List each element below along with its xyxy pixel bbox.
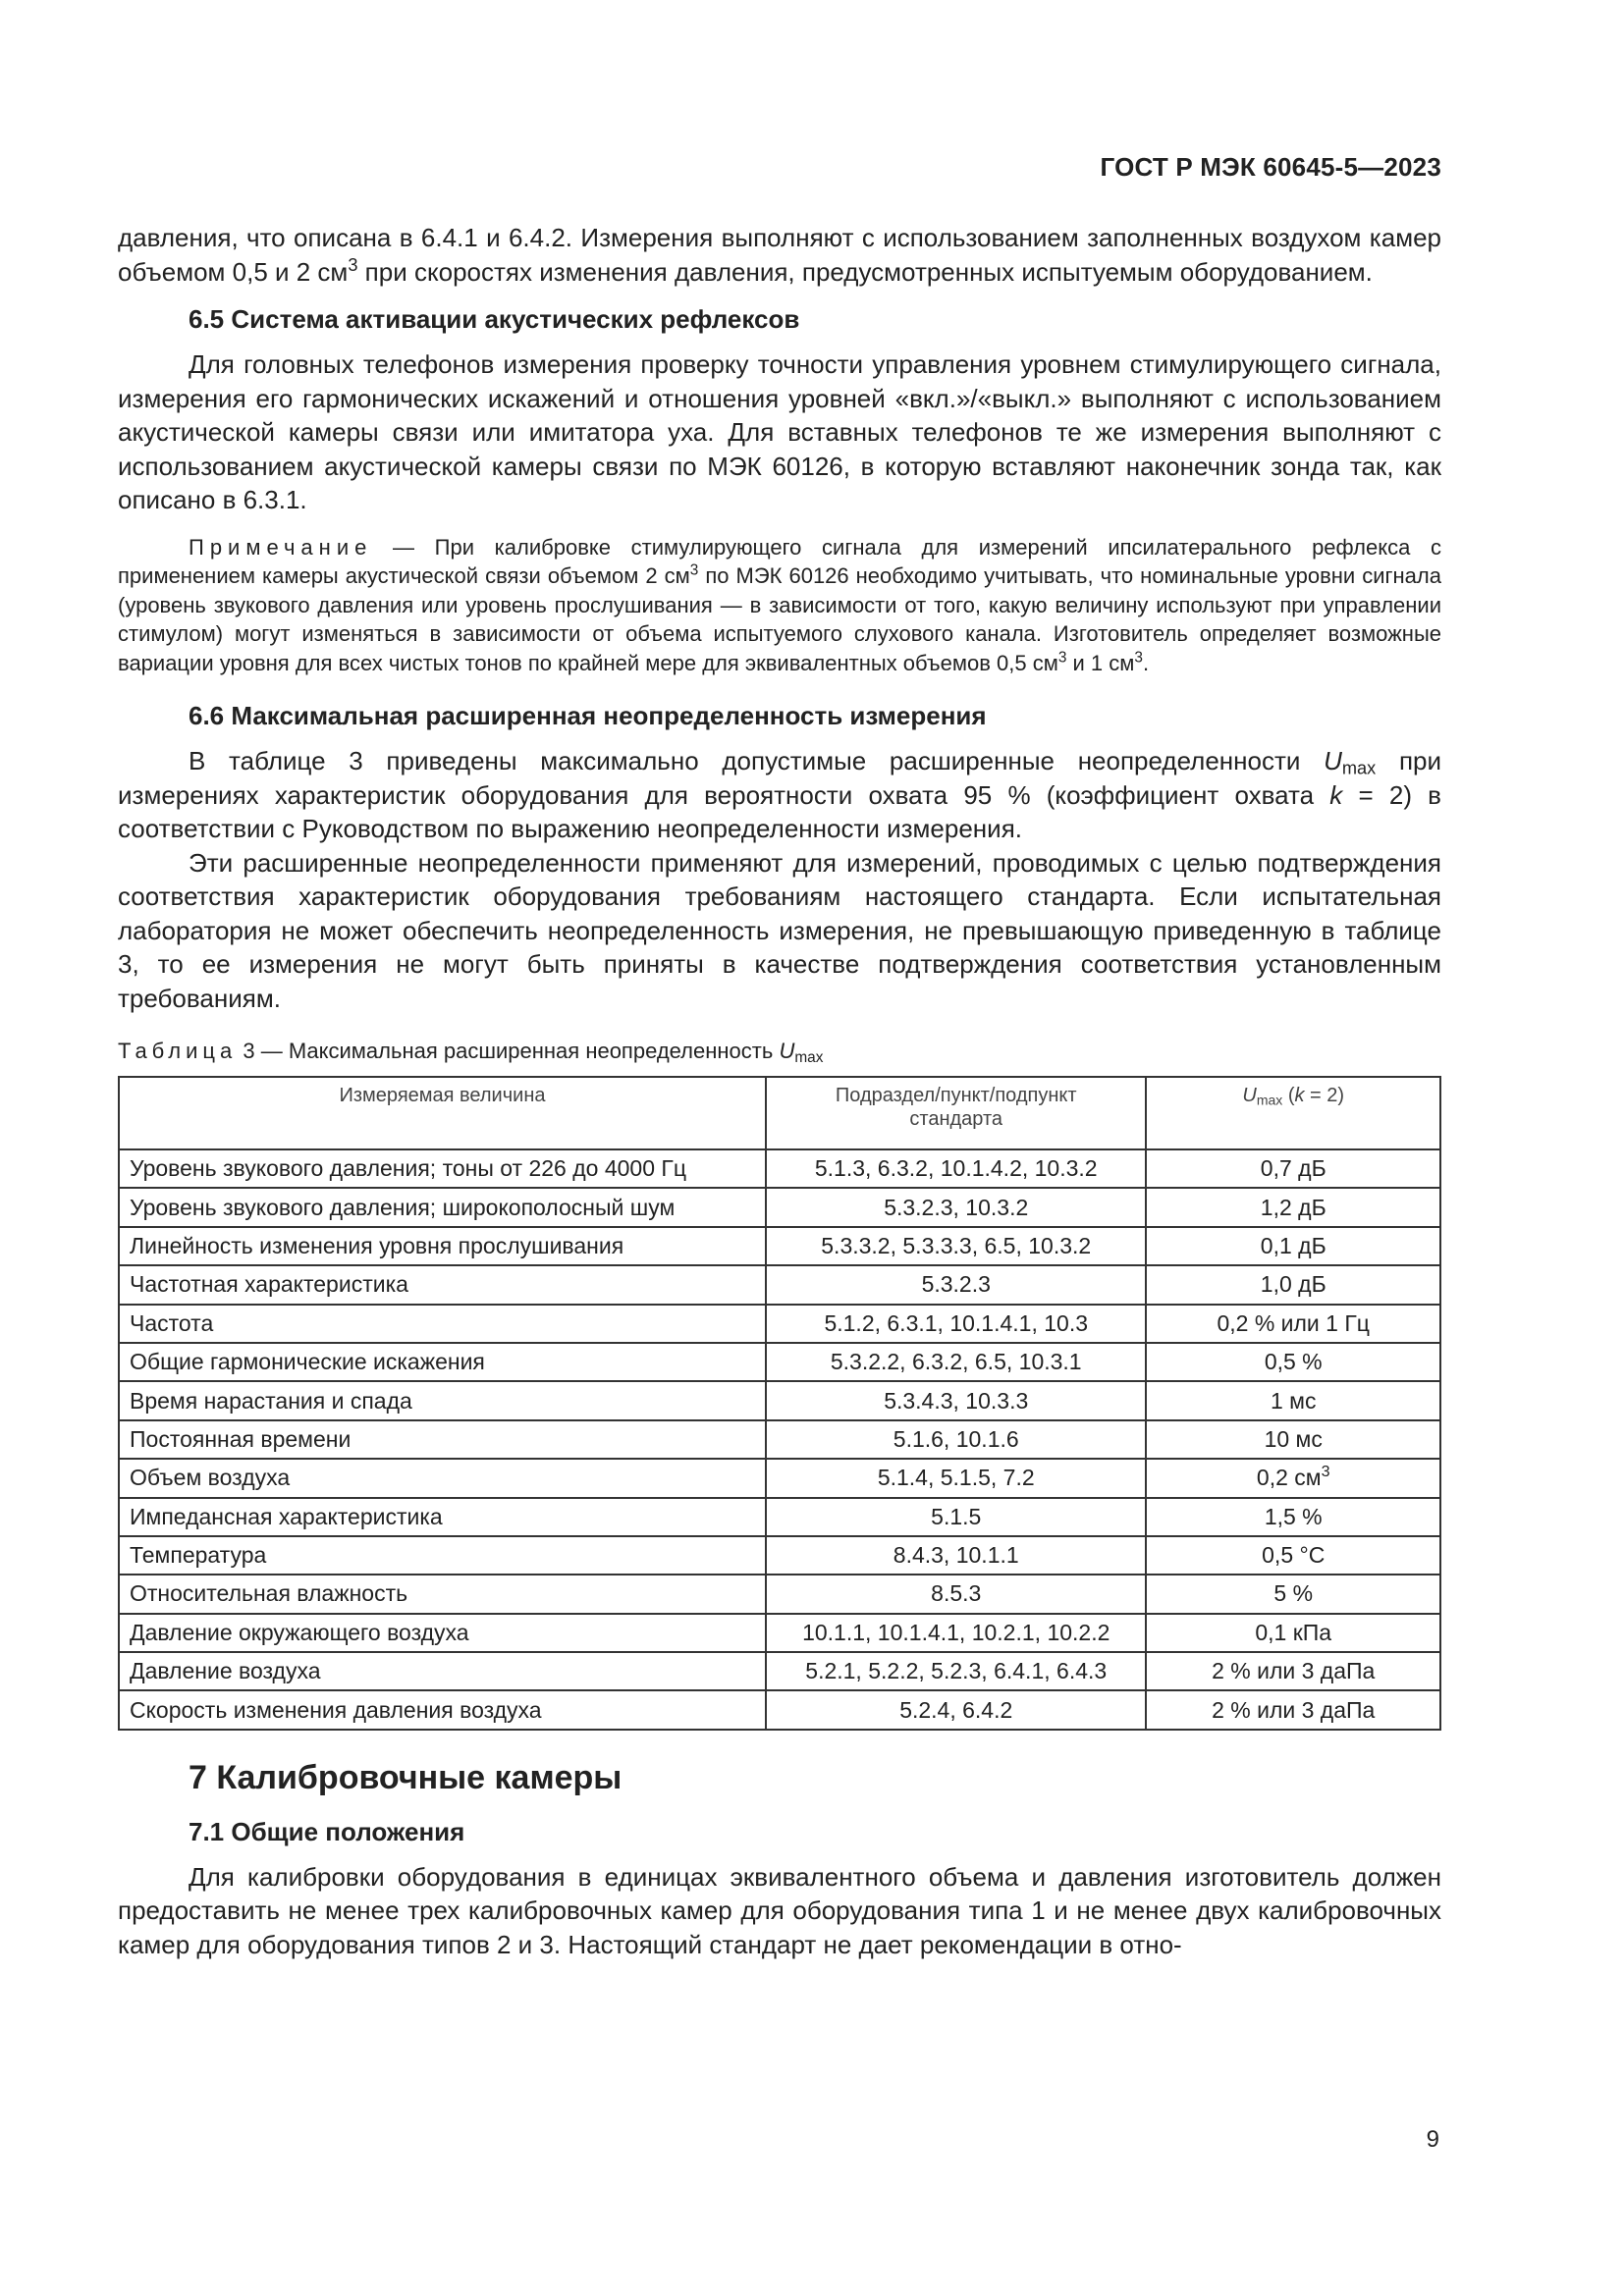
cell-quantity-text: Частота xyxy=(130,1309,214,1336)
section-7-1-title: 7.1 Общие положения xyxy=(189,1816,465,1846)
cell-quantity xyxy=(119,1690,766,1729)
cell-value-text: 0,1 кПа xyxy=(1255,1619,1332,1645)
cell-value xyxy=(1146,1652,1440,1690)
cell-clause xyxy=(766,1614,1146,1652)
table-row xyxy=(119,1265,1440,1304)
table-row xyxy=(119,1690,1440,1729)
table-row xyxy=(119,1188,1440,1226)
cell-quantity xyxy=(119,1305,766,1343)
section-6-5-title: 6.5 Система активации акустических рефлексов xyxy=(189,304,800,334)
cell-value xyxy=(1146,1614,1440,1652)
header-umax xyxy=(1146,1077,1440,1149)
cell-value xyxy=(1146,1305,1440,1343)
section-7-1-text: Для калибровки оборудования в единицах эквивалентного объема и давления изготовитель должен предоставить не менее трех калибровочных камер для оборудования типа 1 и не менее двух калибровочных камер для оборудования типов 2 и 3. Настоящий стандарт не дает рекомендации в отно- xyxy=(118,1861,1441,1959)
table-row xyxy=(119,1459,1440,1497)
p1-text-b: при измерениях характеристик оборудования для вероятности охвата 95 % (коэффициент охвата xyxy=(118,746,1442,810)
cell-quantity-text: Уровень звукового давления; широкополосный шум xyxy=(130,1194,676,1220)
cell-value-text: 2 % или 3 даПа xyxy=(1212,1658,1376,1684)
cell-quantity-text: Давление окружающего воздуха xyxy=(130,1619,469,1645)
cell-clause xyxy=(766,1305,1146,1343)
cell-quantity-text: Уровень звукового давления; тоны от 226 до 4000 Гц xyxy=(130,1155,687,1182)
cell-value xyxy=(1146,1420,1440,1459)
cell-quantity-text: Скорость изменения давления воздуха xyxy=(130,1696,542,1723)
subscript: max xyxy=(1341,758,1377,778)
document-header: ГОСТ Р МЭК 60645-5—2023 xyxy=(1100,152,1441,182)
cell-value-text: 0,5 °С xyxy=(1262,1542,1326,1569)
header-umax-text-b: = 2) xyxy=(1304,1085,1345,1106)
page-content xyxy=(118,221,1441,1961)
table-row xyxy=(119,1498,1440,1536)
section-6-5-text: Для головных телефонов измерения проверку точности управления уровнем стимулирующего сигнала, измерения его гармонических искажений и отношения уровней «вкл.»/«выкл.» выполняют с использованием акустической камеры связи или имитатора уха. Для вставных телефонов те же измерения выполняют с использованием акустической камеры связи по МЭК 60126, в которую вставляют наконечник зонда так, как описано в 6.3.1. xyxy=(118,349,1441,514)
cell-quantity xyxy=(119,1343,766,1381)
section-7-title: 7 Калибровочные камеры xyxy=(189,1758,623,1796)
cell-value xyxy=(1146,1265,1440,1304)
header-clause xyxy=(766,1077,1146,1149)
table-row xyxy=(119,1536,1440,1575)
cell-clause-text: 5.1.5 xyxy=(931,1503,982,1529)
intro-paragraph xyxy=(118,221,1441,289)
cell-clause-text: 5.3.2.3, 10.3.2 xyxy=(884,1194,1029,1220)
cell-clause xyxy=(766,1575,1146,1613)
cell-value xyxy=(1146,1227,1440,1265)
caption-text: 3 — Максимальная расширенная неопределенность xyxy=(237,1039,780,1063)
header-clause-line1: Подраздел/пункт/подпункт xyxy=(835,1085,1077,1106)
cell-quantity xyxy=(119,1652,766,1690)
cell-quantity xyxy=(119,1265,766,1304)
symbol-U: U xyxy=(779,1039,795,1063)
section-6-6-paragraph-2: Эти расширенные неопределенности применяют для измерений, проводимых с целью подтверждения соответствия характеристик оборудования требованиям настоящего стандарта. Если испытательная лаборатория не может обеспечить неопределенность измерения, не превышающую приведенную в таблице 3, то ее измерения не могут быть приняты в качестве подтверждения соответствия установленным требованиям. xyxy=(118,847,1441,1013)
superscript: 3 xyxy=(1057,649,1067,667)
cell-quantity-text: Время нарастания и спада xyxy=(130,1387,412,1414)
header-umax-text-a: ( xyxy=(1282,1085,1295,1106)
cell-value-text: 0,2 см xyxy=(1256,1465,1322,1491)
cell-value-text: 0,7 дБ xyxy=(1260,1155,1326,1182)
cell-value-text: 0,2 % или 1 Гц xyxy=(1217,1309,1370,1336)
note-label: Примечание xyxy=(189,534,373,560)
cell-quantity-text: Давление воздуха xyxy=(130,1658,321,1684)
page-number: 9 xyxy=(1426,2126,1439,2153)
subscript: max xyxy=(794,1048,824,1066)
cell-clause xyxy=(766,1265,1146,1304)
cell-quantity-text: Температура xyxy=(130,1542,267,1569)
symbol-U: U xyxy=(1242,1085,1257,1106)
note-text-a: — При калибровке стимулирующего сигнала для измерений ипсилатерального рефлекса с применением камеры акустической связи объемом 2 см xyxy=(118,534,1441,588)
table-header-row xyxy=(119,1077,1440,1149)
table-row xyxy=(119,1343,1440,1381)
cell-clause-text: 5.3.2.3 xyxy=(921,1271,991,1298)
subscript: max xyxy=(1256,1092,1283,1108)
cell-quantity-text: Линейность изменения уровня прослушивания xyxy=(130,1232,624,1258)
table-row xyxy=(119,1149,1440,1188)
cell-value-text: 5 % xyxy=(1273,1580,1314,1607)
superscript: 3 xyxy=(689,561,699,579)
cell-clause-text: 5.2.1, 5.2.2, 5.2.3, 6.4.1, 6.4.3 xyxy=(805,1658,1108,1684)
intro-text-b: при скоростях изменения давления, предусмотренных испытуемым оборудованием. xyxy=(357,256,1373,287)
cell-value xyxy=(1146,1459,1440,1497)
cell-value-text: 0,5 % xyxy=(1264,1349,1323,1375)
section-6-6-paragraph-1 xyxy=(118,744,1441,846)
table-row xyxy=(119,1614,1440,1652)
cell-value-text: 1,5 % xyxy=(1264,1503,1323,1529)
cell-clause xyxy=(766,1498,1146,1536)
cell-clause-text: 5.1.3, 6.3.2, 10.1.4.2, 10.3.2 xyxy=(814,1155,1098,1182)
cell-clause-text: 8.4.3, 10.1.1 xyxy=(893,1542,1019,1569)
symbol-k: k xyxy=(1329,779,1343,810)
cell-value-text: 1,0 дБ xyxy=(1260,1271,1326,1298)
table-row xyxy=(119,1575,1440,1613)
cell-quantity-text: Относительная влажность xyxy=(130,1580,408,1607)
cell-value-text: 1,2 дБ xyxy=(1260,1194,1326,1220)
cell-quantity-text: Объем воздуха xyxy=(130,1465,291,1491)
cell-quantity xyxy=(119,1498,766,1536)
cell-clause xyxy=(766,1420,1146,1459)
cell-value xyxy=(1146,1536,1440,1575)
cell-value-text: 10 мс xyxy=(1264,1425,1323,1452)
cell-clause xyxy=(766,1536,1146,1575)
header-clause-line2: стандарта xyxy=(909,1108,1003,1130)
table-row xyxy=(119,1420,1440,1459)
table-caption xyxy=(118,1037,1441,1066)
cell-quantity xyxy=(119,1149,766,1188)
cell-quantity xyxy=(119,1536,766,1575)
cell-clause xyxy=(766,1227,1146,1265)
cell-clause-text: 5.1.6, 10.1.6 xyxy=(893,1425,1019,1452)
superscript: 3 xyxy=(348,254,358,275)
section-6-6-title: 6.6 Максимальная расширенная неопределенность измерения xyxy=(189,701,987,730)
p1-text-a: В таблице 3 приведены максимально допустимые расширенные неопределенности xyxy=(189,746,1325,775)
superscript: 3 xyxy=(1321,1463,1330,1481)
uncertainty-table xyxy=(118,1076,1441,1731)
cell-quantity-text: Импедансная характеристика xyxy=(130,1503,443,1529)
cell-quantity xyxy=(119,1575,766,1613)
cell-value xyxy=(1146,1498,1440,1536)
cell-value-text: 0,1 дБ xyxy=(1260,1232,1326,1258)
symbol-k: k xyxy=(1294,1085,1305,1106)
cell-quantity xyxy=(119,1459,766,1497)
cell-clause xyxy=(766,1343,1146,1381)
note-text-c: и 1 см xyxy=(1066,650,1135,675)
cell-value xyxy=(1146,1343,1440,1381)
cell-value xyxy=(1146,1188,1440,1226)
cell-clause xyxy=(766,1652,1146,1690)
cell-quantity xyxy=(119,1188,766,1226)
cell-clause xyxy=(766,1690,1146,1729)
symbol-U: U xyxy=(1324,746,1342,775)
cell-value-text: 2 % или 3 даПа xyxy=(1212,1696,1376,1723)
cell-value xyxy=(1146,1690,1440,1729)
caption-label: Таблица xyxy=(118,1039,238,1063)
cell-clause-text: 5.1.4, 5.1.5, 7.2 xyxy=(877,1465,1035,1491)
cell-clause xyxy=(766,1459,1146,1497)
table-row xyxy=(119,1305,1440,1343)
table-row xyxy=(119,1381,1440,1419)
cell-value-text: 1 мс xyxy=(1270,1387,1317,1414)
table-body xyxy=(119,1149,1440,1730)
cell-clause-text: 8.5.3 xyxy=(931,1580,982,1607)
cell-quantity-text: Частотная характеристика xyxy=(130,1271,408,1298)
p1-text-c: = 2) в соответствии с Руководством по выражению неопределенности измерения. xyxy=(118,779,1441,843)
cell-value xyxy=(1146,1149,1440,1188)
note-paragraph xyxy=(118,533,1441,678)
cell-clause-text: 5.3.2.2, 6.3.2, 6.5, 10.3.1 xyxy=(830,1349,1082,1375)
cell-value xyxy=(1146,1575,1440,1613)
cell-quantity xyxy=(119,1227,766,1265)
cell-clause-text: 5.1.2, 6.3.1, 10.1.4.1, 10.3 xyxy=(824,1309,1088,1336)
table-row xyxy=(119,1652,1440,1690)
note-text-d: . xyxy=(1142,650,1150,675)
cell-clause xyxy=(766,1381,1146,1419)
cell-clause-text: 5.3.3.2, 5.3.3.3, 6.5, 10.3.2 xyxy=(821,1232,1092,1258)
cell-quantity-text: Общие гармонические искажения xyxy=(130,1349,485,1375)
cell-quantity xyxy=(119,1381,766,1419)
cell-clause-text: 10.1.1, 10.1.4.1, 10.2.1, 10.2.2 xyxy=(802,1619,1110,1645)
cell-quantity xyxy=(119,1420,766,1459)
intro-text-a: давления, что описана в 6.4.1 и 6.4.2. Измерения выполняют с использованием заполненных воздухом камер объемом 0,5 и 2 см xyxy=(118,223,1441,287)
cell-clause xyxy=(766,1188,1146,1226)
cell-value xyxy=(1146,1381,1440,1419)
cell-quantity-text: Постоянная времени xyxy=(130,1425,352,1452)
superscript: 3 xyxy=(1134,649,1143,667)
header-quantity: Измеряемая величина xyxy=(119,1077,766,1149)
table-row xyxy=(119,1227,1440,1265)
cell-clause-text: 5.3.4.3, 10.3.3 xyxy=(884,1387,1029,1414)
cell-quantity xyxy=(119,1614,766,1652)
note-text-b: по МЭК 60126 необходимо учитывать, что номинальные уровни сигнала (уровень звукового давления или уровень прослушивания — в зависимости от того, какую величину используют при управлении стимулом) могут изменяться в зависимости от объема испытуемого слухового канала. Изготовитель определяет возможные вариации уровня для всех чистых тонов по крайней мере для эквивалентных объемов 0,5 см xyxy=(118,563,1441,675)
cell-clause-text: 5.2.4, 6.4.2 xyxy=(899,1696,1013,1723)
cell-clause xyxy=(766,1149,1146,1188)
